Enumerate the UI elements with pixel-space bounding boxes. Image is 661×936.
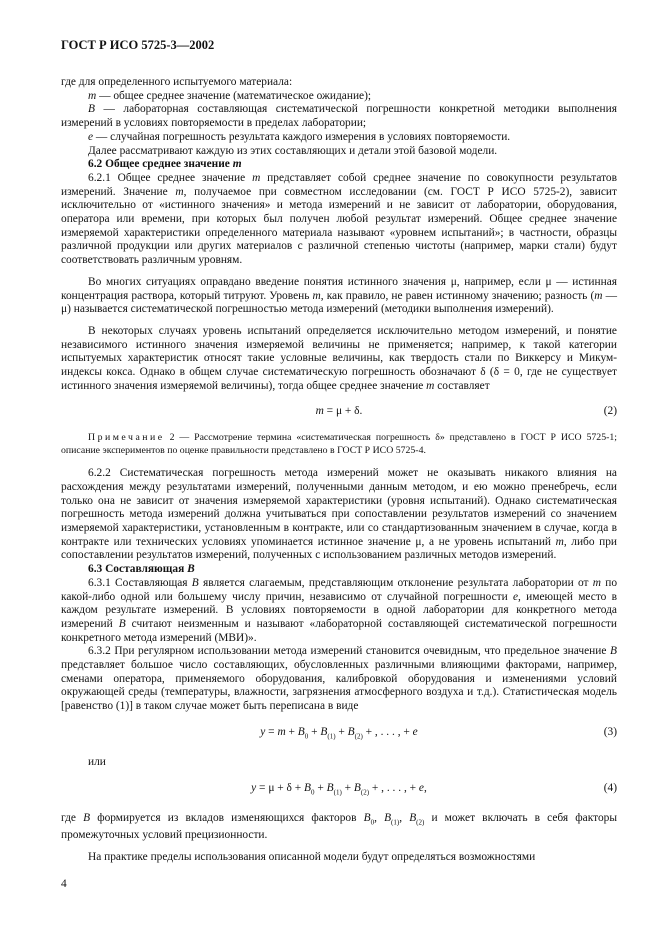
subscript: (1) [327,732,336,741]
math-symbol: m [277,725,286,738]
paragraph [61,76,617,90]
text-run: и может включать в себя факторы промежуточных условий прецизионности. [61,811,617,842]
text-run: — μ) называется систематической погрешностью метода измерений (методики выполнения измерений). [61,289,617,316]
text-run: В некоторых случаях уровень испытаний определяется исключительно методом измерений, и понятие независимого истинного значения измеряемой величины не применяется; например, к такой категории испытуемых характеристик относят такие условные величины, как твердость стали по Виккерсу и Микум-индексы кокса. Однако в общем случае систематическую погрешность обозначают δ (δ = 0, где не существует истинного значения измеряемой величины), тогда общее среднее значение [61,324,617,392]
text-run: + [285,725,298,738]
equation-formula [316,405,363,417]
text-run: по какой-либо одной или большему числу причин, независимо от случайной погрешности [61,576,618,603]
paragraph [61,145,617,159]
text-run: или [88,755,106,768]
text-run: 6.2 Общее среднее значение [88,158,233,171]
page-number: 4 [61,878,67,890]
math-symbol: B [384,811,392,824]
subscript: 0 [370,817,375,826]
text-run: , [374,811,385,824]
math-symbol: y [251,781,257,794]
equation-formula [260,725,418,741]
equation-number: (4) [603,781,617,794]
subscript: (2) [416,817,425,826]
math-symbol: y [260,725,266,738]
text-run: где для определенного испытуемого материала: [61,76,293,88]
math-symbol: B [187,563,195,576]
math-symbol: B [347,725,355,738]
text-run: = μ + δ. [323,405,363,418]
text-run: где [61,811,84,824]
equation [61,782,617,800]
equation [61,405,617,419]
text-run: + , . . . , + [369,781,419,794]
math-symbol: m [592,576,601,589]
text-run: формируется из вкладов изменяющихся факторов [90,811,364,824]
text-run: , [423,781,427,794]
math-symbol: B [83,811,91,824]
text-run: 2 — Рассмотрение термина «систематическая погрешность δ» представлено в ГОСТ Р ИСО 5725-1; описание экспериментов по оценке правильности представлено в ГОСТ Р ИСО 5725-4. [61,432,617,457]
math-symbol: m [175,185,184,198]
math-symbol: m [555,535,564,548]
text-run: , как правило, не равен истинному значению; разность ( [320,289,595,302]
text-run: Далее рассматривают каждую из этих составляющих и детали этой базовой модели. [88,144,498,157]
paragraph [61,276,617,317]
paragraph [61,851,617,865]
equation-number: (3) [603,725,617,738]
text-run: 6.2.2 Систематическая погрешность метода измерений может не оказывать никакого влияния на расхождения между результатами измерений, полученными данным методом, и ею можно пренебречь, если только она не зависит от значения измеряемой характеристики (уровня испытаний). Однако систематическая погрешность метода измерений должна учитываться при сопоставлении результатов измерений со значением измеряемой характеристики, установленным в контракте, или со стандартизованным значением в случае, когда в контракте или технических условиях упоминается истинное значение μ, а не уровень испытаний [61,467,617,548]
math-symbol: m [594,289,603,302]
text-run: 6.3 Составляющая [88,563,188,576]
paragraph [61,756,617,770]
text-run: представляет большое число составляющих, обусловленных различными влияющими факторами, например, сменами оператора, применяемого оборудования, калибровкой оборудования и изменениями условий окружающей среды (температуры, влажности, загрязнения атмосферного воздуха и т.д.). Статистическая модель [равенство (1)] в таком случае может быть переписана в виде [61,659,617,713]
subscript: (2) [354,732,363,741]
math-symbol: m [312,289,321,302]
document-header: ГОСТ Р ИСО 5725-3—2002 [61,38,215,52]
text-run: считают неизменным и называют «лабораторной составляющей систематической погрешности конкретного метода измерений (МВИ)». [61,617,617,644]
math-symbol: B [610,645,617,658]
subscript: (1) [333,787,342,796]
note-label: Примечание [88,432,165,444]
paragraph [61,325,617,394]
math-symbol: B [304,781,312,794]
text-run: , либо при сопоставлении результатов измерений, полученных с использованием различных методов измерений. [61,535,617,562]
equation-formula [251,782,427,794]
math-symbol: m [315,405,324,418]
paragraph [61,90,617,104]
math-symbol: m [426,379,435,392]
math-symbol: e [88,130,94,143]
text-run: + , . . . , + [362,725,413,738]
text-run: составляет [434,379,490,392]
note [61,431,617,457]
paragraph [61,172,617,268]
math-symbol: B [363,811,371,824]
text-run: — лабораторная составляющая систематической погрешности конкретной методики выполнения измерений в условиях повторяемости в пределах лаборатории; [61,103,617,130]
text-run: 6.2.1 Общее среднее значение [88,171,253,184]
document-body [61,76,617,865]
math-symbol: B [409,811,417,824]
text-run: — случайная погрешность результата каждого измерения в условиях повторяемости. [93,130,511,143]
text-run: + [314,781,327,794]
paragraph [61,812,617,844]
math-symbol: B [118,617,126,630]
text-run: На практике пределы использования описанной модели будут определяться возможностями [88,851,536,864]
paragraph [61,467,617,563]
text-run: 6.3.1 Составляющая [88,576,192,589]
section-heading [61,158,617,172]
math-symbol: B [191,576,199,589]
subscript: (2) [360,787,370,796]
paragraph [61,645,617,714]
math-symbol: B [353,781,361,794]
text-run: = μ + δ + [256,781,305,794]
subscript: 0 [311,787,315,796]
text-run: , получаемое при совместном исследовании (см. ГОСТ Р ИСО 5725-2), зависит исключительно от «истинного значения» и метода измерений и не зависит от лаборатории, оборудования, оператора или времени, при которых был получен любой результат измерений. Общее среднее значение измеряемой характеристики определенного материала называют «уровнем испытаний»; в частности, образцы различной продукции или других материалов с различной степенью чистоты (например, марки стали) будут соответствовать различным уровням. [61,185,617,267]
text-run: + [308,725,321,738]
math-symbol: e [418,781,424,794]
math-symbol: B [326,781,334,794]
math-symbol: e [412,725,418,738]
math-symbol: e [512,590,519,603]
math-symbol: m [232,158,242,171]
equation [61,726,617,744]
text-run: , [399,811,410,824]
text-run: является слагаемым, представляющим отклонение результата лаборатории от [198,576,593,589]
text-run: — общее среднее значение (математическое ожидание); [96,89,372,102]
text-run: = [265,725,278,738]
paragraph [61,103,617,130]
math-symbol: m [88,89,97,102]
paragraph [61,131,617,145]
math-symbol: B [297,725,305,738]
section-heading [61,563,617,577]
text-run: Во многих ситуациях оправдано введение понятия истинного значения μ, например, если μ — истинная концентрация раствора, который титруют. Уровень [61,275,617,302]
math-symbol: B [88,103,95,116]
math-symbol: B [320,725,328,738]
text-run: представляет собой среднее значение по совокупности результатов измерений. Значение [61,171,617,198]
equation-number: (2) [603,405,617,418]
text-run: 6.3.2 При регулярном использовании метода измерений становится очевидным, что предельное значение [88,645,611,658]
paragraph [61,577,617,646]
text-run: + [341,781,354,794]
text-run: , имеющей место в каждом результате измерений. В условиях повторяемости в одной лаборатории для конкретного метода измерений [61,590,617,630]
subscript: (1) [391,817,400,826]
subscript: 0 [304,732,309,741]
math-symbol: m [252,171,261,184]
text-run: + [335,725,348,738]
